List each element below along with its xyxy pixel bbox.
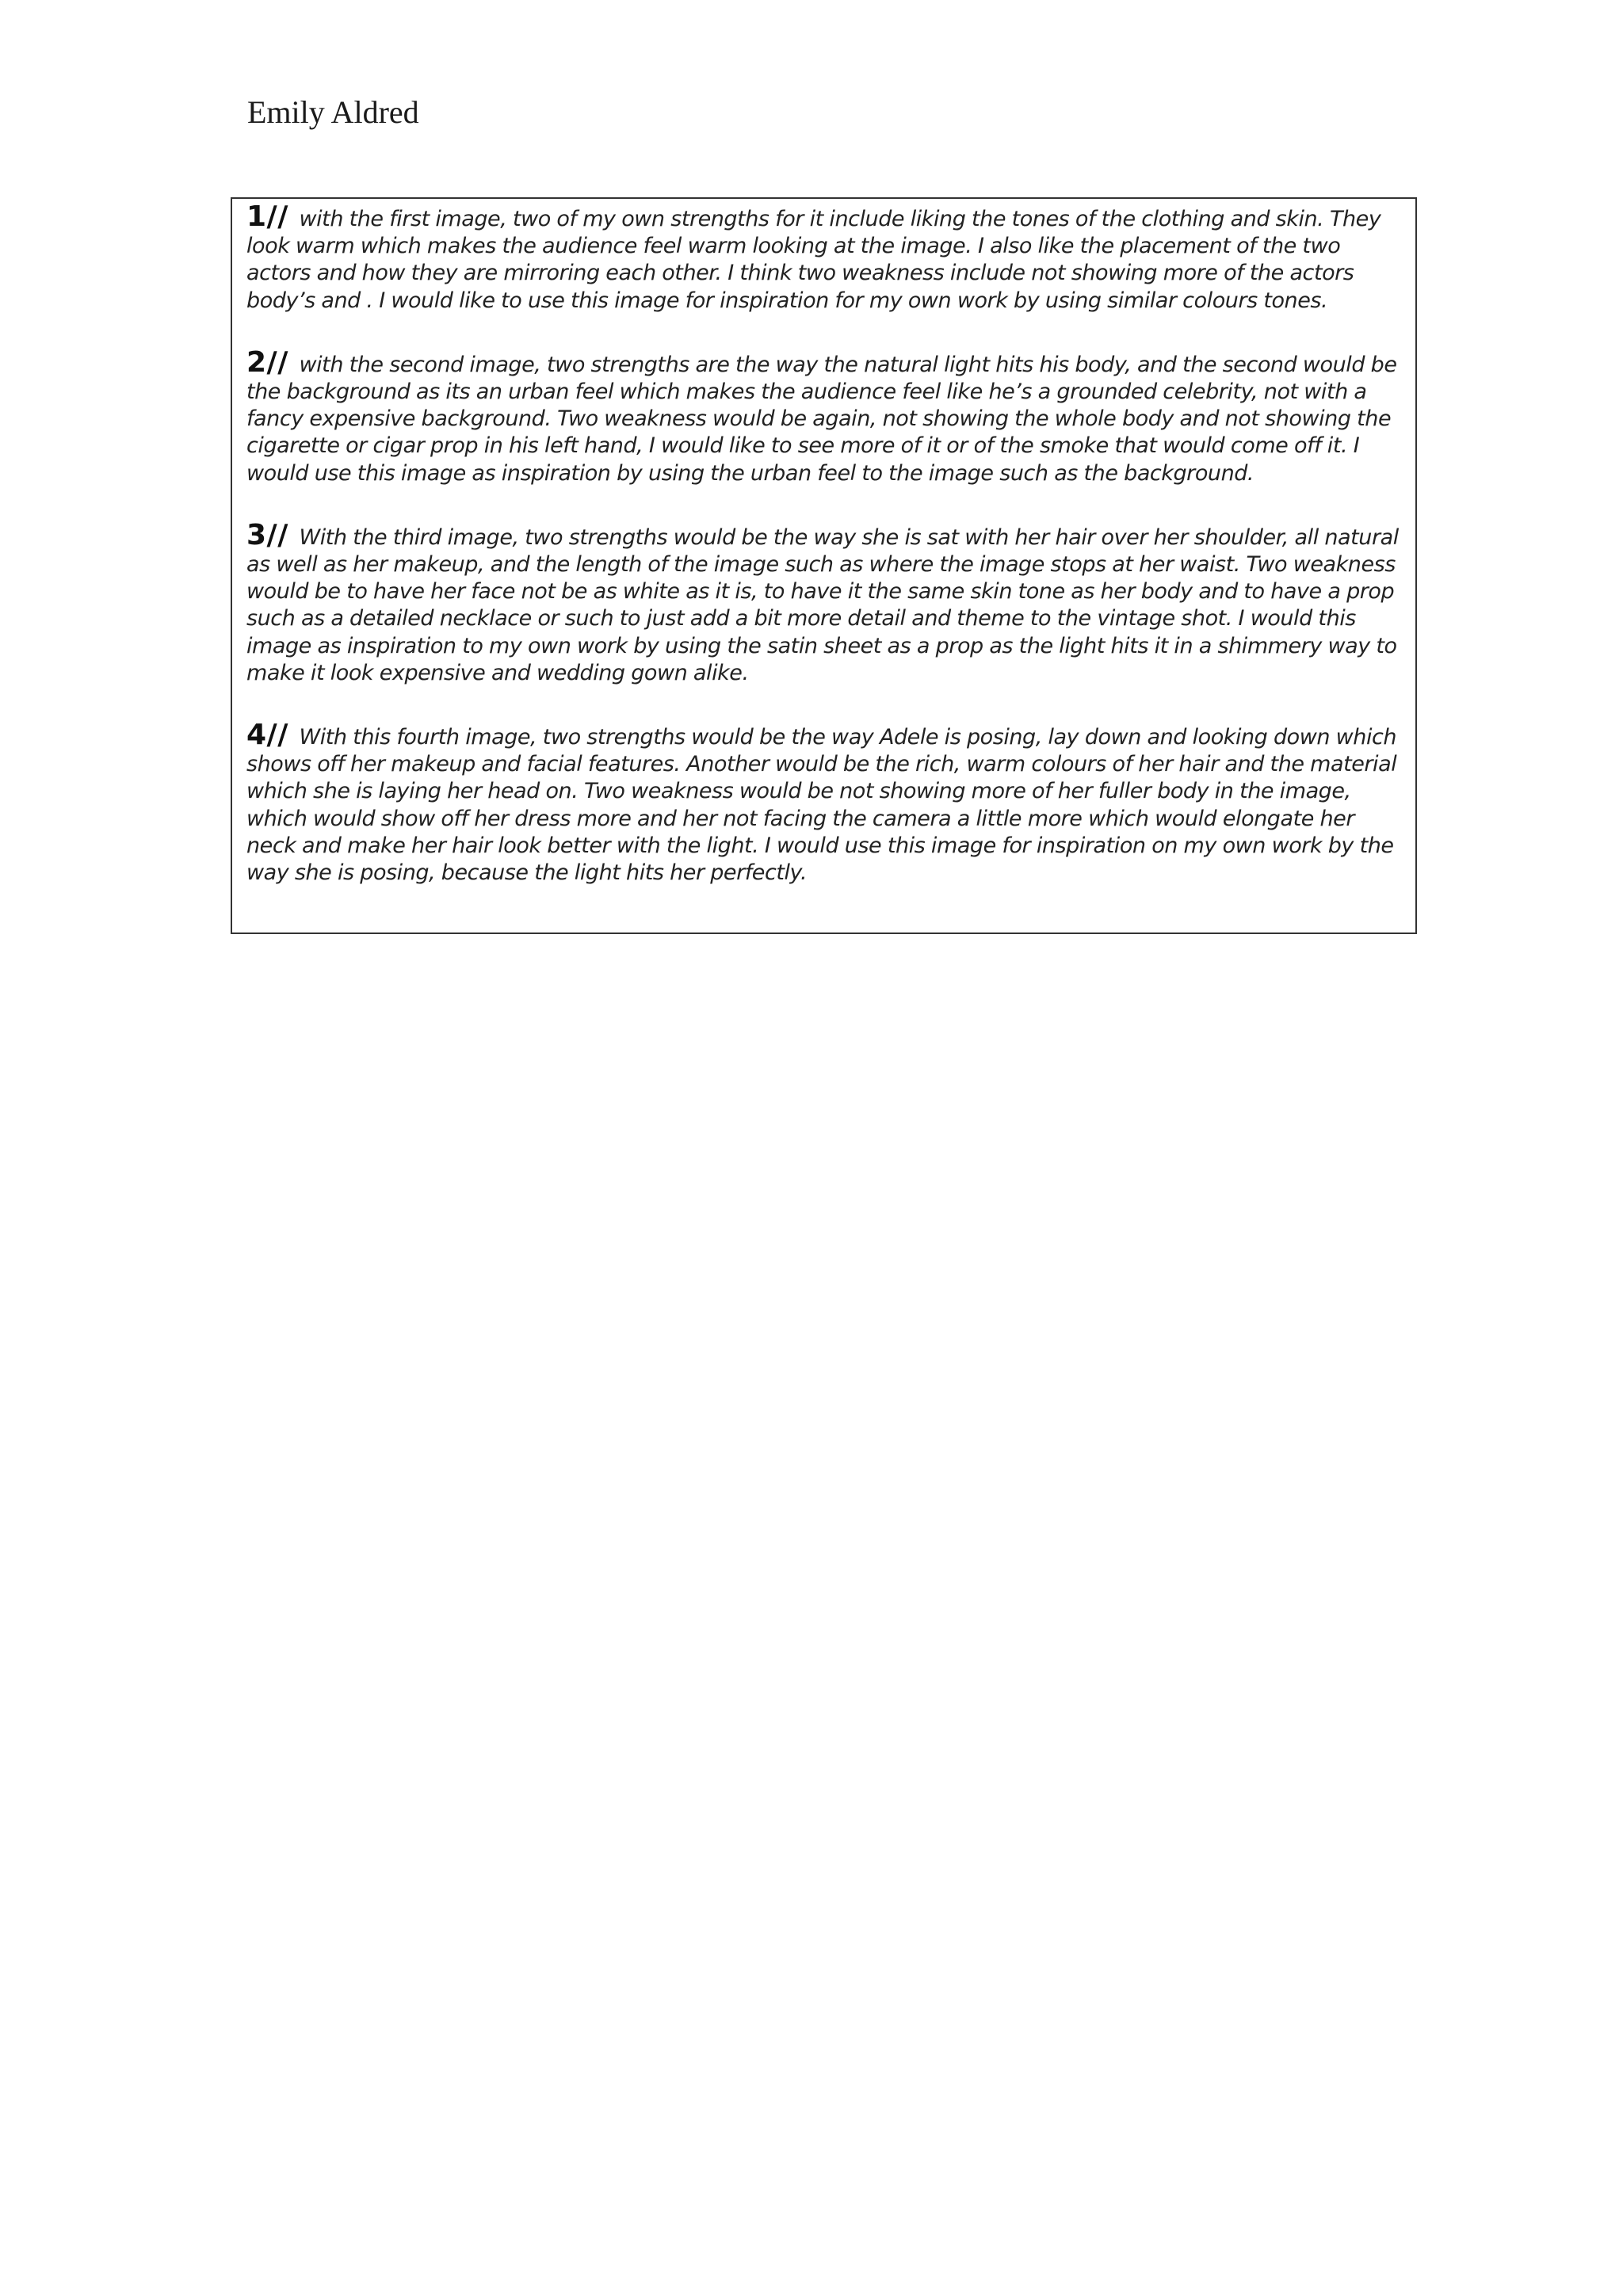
entry-number: 2// xyxy=(246,345,288,379)
image-review-box xyxy=(231,197,1417,934)
review-entry-1 xyxy=(246,200,1403,315)
review-entry-3 xyxy=(246,518,1403,687)
entry-text: with the first image, two of my own strengths for it include liking the tones of the clothing and skin. They look warm which makes the audience feel warm looking at the image. I also like the placement of the two actors and how they are mirroring each other. I think two weakness include not showing more of the actors body’s and . I would like to use this image for inspiration for my own work by using similar colours tones. xyxy=(246,207,1381,313)
review-entry-4 xyxy=(246,719,1403,887)
entry-text: With the third image, two strengths would be the way she is sat with her hair over her shoulder, all natural as well as her makeup, and the length of the image such as where the image stops at her waist. Two weakness would be to have her face not be as white as it is, to have it the same skin tone as her body and to have a prop such as a detailed necklace or such to just add a bit more detail and theme to the vintage shot. I would this image as inspiration to my own work by using the satin sheet as a prop as the light hits it in a shimmery way to make it look expensive and wedding gown alike. xyxy=(246,524,1399,685)
entry-text: with the second image, two strengths are the way the natural light hits his body, and the second would be the background as its an urban feel which makes the audience feel like he’s a grounded celebrity, not with a fancy expensive background. Two weakness would be again, not showing the whole body and not showing the cigarette or cigar prop in his left hand, I would like to see more of it or of the smoke that would come off it. I would use this image as inspiration by using the urban feel to the image such as the background. xyxy=(246,352,1397,486)
author-name: Emily Aldred xyxy=(247,94,419,130)
entry-number: 4// xyxy=(246,719,288,752)
review-entry-2 xyxy=(246,345,1403,487)
entry-number: 1// xyxy=(246,200,288,233)
entry-number: 3// xyxy=(246,518,288,551)
entry-text: With this fourth image, two strengths would be the way Adele is posing, lay down and looking down which shows off her makeup and facial features. Another would be the rich, warm colours of her hair and the material which she is laying her head on. Two weakness would be not showing more of her fuller body in the image, which would show off her dress more and her not facing the camera a little more which would elongate her neck and make her hair look better with the light. I would use this image for inspiration on my own work by the way she is posing, because the light hits her perfectly. xyxy=(246,725,1397,886)
